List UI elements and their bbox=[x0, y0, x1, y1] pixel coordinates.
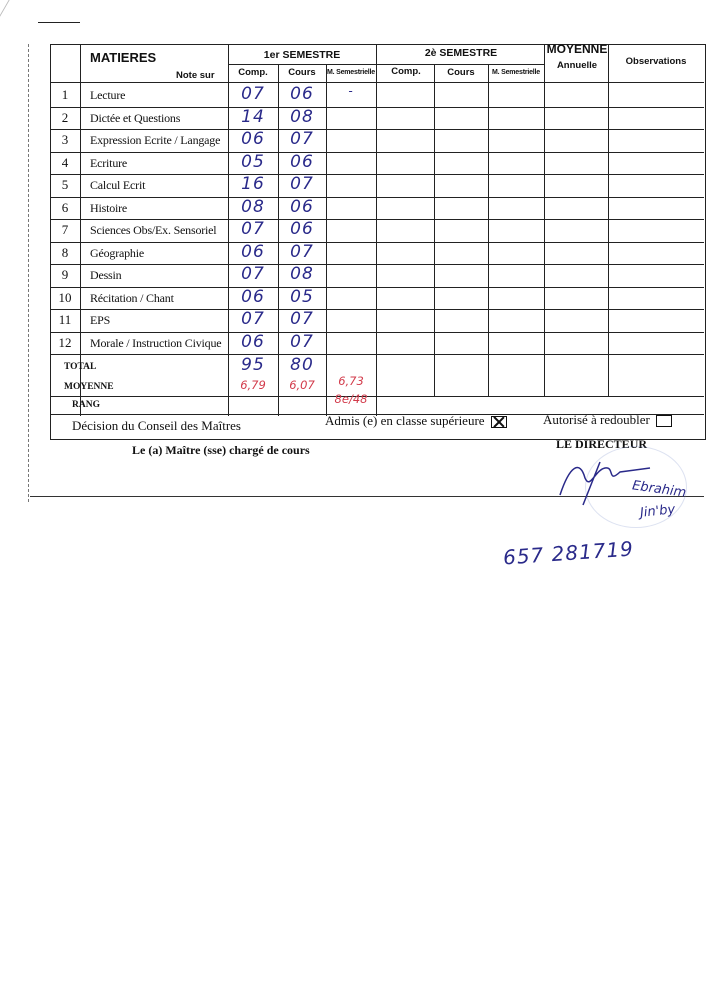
handwritten-phone: 657 281719 bbox=[502, 536, 635, 570]
annuelle-header: Annuelle bbox=[556, 60, 598, 71]
s1-ms-header: M. Semestrielle bbox=[327, 69, 375, 76]
admis-label: Admis (e) en classe supérieure bbox=[325, 413, 485, 428]
subject-name: Expression Ecrite / Langage bbox=[90, 133, 221, 147]
row-number: 8 bbox=[61, 244, 69, 260]
moyenne-label: MOYENNE bbox=[64, 382, 114, 392]
rang-label: RANG bbox=[72, 400, 100, 410]
row-divider bbox=[50, 309, 704, 310]
grade-comp: 16 bbox=[241, 174, 265, 194]
grade-cours: 06 bbox=[290, 84, 314, 104]
teacher-signature-label: Le (a) Maître (sse) chargé de cours bbox=[132, 443, 310, 457]
subject-name: Dessin bbox=[90, 268, 122, 282]
moyenne-header: MOYENNE bbox=[546, 42, 608, 56]
row-number: 9 bbox=[61, 267, 69, 282]
s1-cours-header: Cours bbox=[288, 67, 316, 78]
row-divider bbox=[50, 219, 704, 220]
row-divider bbox=[50, 242, 704, 243]
row-number: 6 bbox=[61, 199, 69, 215]
row-divider bbox=[50, 129, 704, 130]
s2-cours-header: Cours bbox=[447, 67, 475, 78]
redoubler-label: Autorisé à redoubler bbox=[543, 412, 650, 427]
grade-cours: 07 bbox=[290, 331, 314, 352]
grade-cours: 06 bbox=[290, 219, 314, 239]
row-divider bbox=[50, 197, 704, 198]
grade-cours: 07 bbox=[290, 174, 314, 194]
row-number: 10 bbox=[58, 289, 72, 305]
page-corner-mark bbox=[0, 0, 40, 30]
row-divider bbox=[50, 354, 704, 355]
grade-comp: 07 bbox=[241, 309, 265, 329]
admis-option bbox=[325, 413, 507, 429]
grade-cours: 07 bbox=[290, 129, 314, 149]
observations-header: Observations bbox=[625, 56, 687, 67]
row-number: 11 bbox=[58, 312, 72, 327]
row-number: 7 bbox=[61, 222, 69, 237]
grade-m-semestrielle: - bbox=[348, 84, 354, 98]
row-number: 4 bbox=[61, 154, 69, 170]
subject-name: EPS bbox=[90, 313, 111, 327]
subject-name: Ecriture bbox=[90, 155, 128, 170]
semester1-header: 1er SEMESTRE bbox=[263, 49, 341, 61]
row-number: 12 bbox=[58, 334, 72, 350]
director-signature-label: LE DIRECTEUR bbox=[556, 437, 648, 451]
rang-ms: 8e/48 bbox=[334, 392, 368, 406]
note-sur-label: Note sur bbox=[176, 70, 215, 81]
semester2-header: 2è SEMESTRE bbox=[424, 47, 498, 59]
row-number: 1 bbox=[61, 87, 69, 102]
row-divider bbox=[50, 152, 704, 153]
total-comp: 95 bbox=[241, 355, 265, 375]
admis-checkbox[interactable] bbox=[491, 416, 507, 428]
total-cours: 80 bbox=[290, 355, 314, 375]
row-divider bbox=[50, 107, 704, 108]
moyenne-comp: 6,79 bbox=[240, 378, 266, 392]
redoubler-checkbox[interactable] bbox=[656, 415, 672, 427]
grade-cours: 08 bbox=[290, 106, 314, 127]
handwritten-name: Ebrahim bbox=[631, 478, 688, 501]
row-number: 2 bbox=[61, 109, 69, 125]
grade-cours: 07 bbox=[290, 241, 314, 262]
subject-name: Dictée et Questions bbox=[90, 110, 181, 125]
grade-comp: 05 bbox=[241, 151, 265, 172]
decision-label: Décision du Conseil des Maîtres bbox=[72, 418, 241, 433]
row-divider bbox=[50, 174, 704, 175]
grade-comp: 06 bbox=[241, 241, 265, 262]
left-margin-line bbox=[28, 44, 51, 502]
row-number: 5 bbox=[61, 177, 69, 192]
row-divider bbox=[50, 332, 704, 333]
s2-comp-header: Comp. bbox=[391, 66, 421, 77]
grade-cours: 06 bbox=[290, 151, 314, 172]
grade-comp: 06 bbox=[241, 286, 265, 307]
row-divider bbox=[50, 287, 704, 288]
moyenne-cours: 6,07 bbox=[289, 378, 315, 392]
top-mark-line bbox=[38, 22, 80, 23]
subject-name: Calcul Ecrit bbox=[90, 178, 146, 192]
grade-cours: 06 bbox=[290, 196, 314, 217]
subject-name: Morale / Instruction Civique bbox=[90, 335, 222, 350]
handwritten-name-2: Jin'by bbox=[639, 502, 676, 521]
grade-cours: 05 bbox=[290, 286, 314, 307]
grade-comp: 07 bbox=[241, 219, 265, 239]
grade-cours: 08 bbox=[290, 264, 314, 284]
row-number: 3 bbox=[61, 132, 69, 147]
grade-comp: 07 bbox=[241, 84, 265, 104]
moyenne-ms: 6,73 bbox=[338, 374, 364, 388]
grade-comp: 14 bbox=[241, 106, 265, 127]
row-divider bbox=[50, 264, 704, 265]
subject-name: Récitation / Chant bbox=[90, 290, 174, 305]
grade-comp: 07 bbox=[241, 264, 265, 284]
grade-comp: 06 bbox=[241, 129, 265, 149]
grade-comp: 08 bbox=[241, 196, 265, 217]
subject-name: Histoire bbox=[90, 200, 128, 215]
s2-ms-header: M. Semestrielle bbox=[492, 69, 540, 76]
subject-name: Géographie bbox=[90, 245, 144, 260]
redoubler-option bbox=[543, 412, 672, 428]
subject-name: Sciences Obs/Ex. Sensoriel bbox=[90, 223, 217, 237]
subjects-header: MATIERES bbox=[90, 50, 157, 65]
total-label: TOTAL bbox=[64, 362, 97, 372]
grade-comp: 06 bbox=[241, 331, 265, 352]
subject-name: Lecture bbox=[90, 88, 126, 102]
grade-cours: 07 bbox=[290, 309, 314, 329]
s1-comp-header: Comp. bbox=[238, 67, 268, 78]
